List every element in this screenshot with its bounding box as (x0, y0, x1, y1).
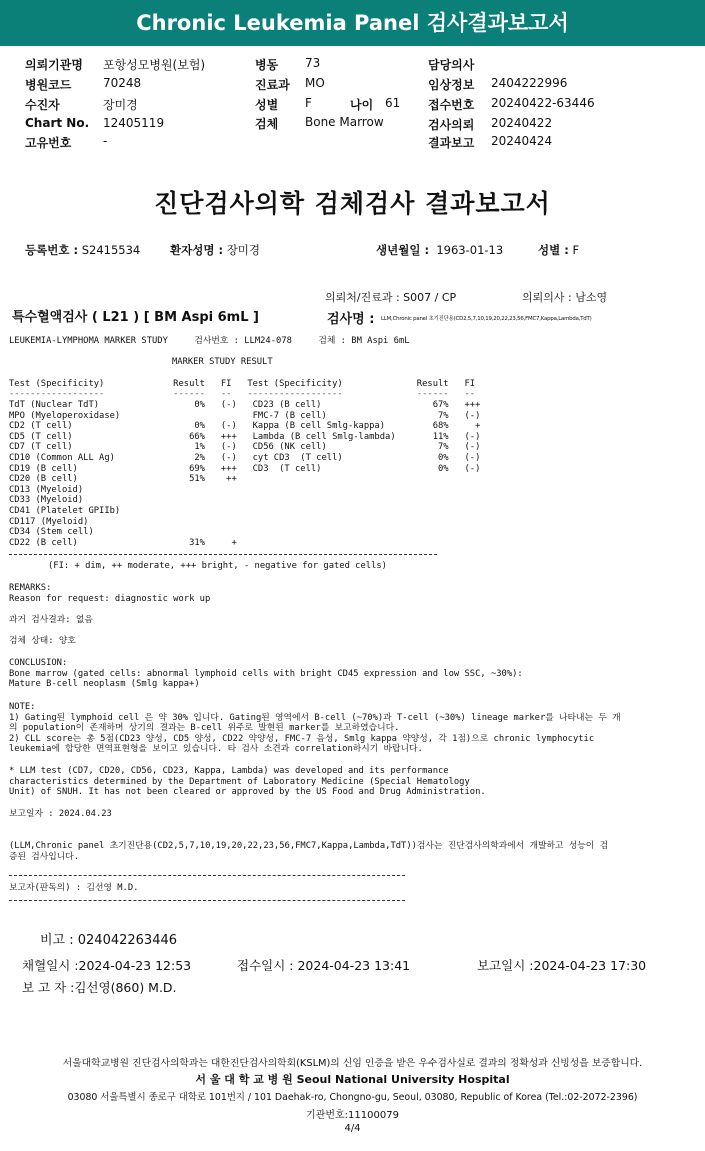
divider (9, 875, 405, 876)
marker-row: CD33 (Myeloid) (9, 495, 84, 506)
conclusion: CONCLUSION: Bone marrow (gated cells: abnormal lymphoid cells with bright CD45 expression and low SSC, ~30%): Mature B-cell neoplasm (Smlg kappa+) (9, 658, 523, 690)
header-value: 포항성모병원(보험) (103, 58, 206, 72)
age-label: 나이 (350, 98, 374, 112)
note: NOTE: 1) Gating된 lymphoid cell 은 약 30% 입니다. Gating된 영역에서 B-cell (~70%)과 T-cell (~30%) lineage marker를 나타내는 두 개 의 population이 존재하며 상기의 결과는 B-cell 위주로 발현된 marker를 보고하였습니다. 2) CLL score는 총 5점(CD23 양성, CD5 양성, CD22 약양성, FMC-7 음성, Smlg kappa 약양성, 각 1점)으로 chronic lymphocytic leukemia에 합당한 면역표현형을 보이고 있습니다. 타 검사 소견과 correlation하시기 바랍니다. (9, 702, 621, 755)
header-label: 임상정보 (428, 78, 475, 92)
test-description: LLM,Chronic panel 초기진단용(CD2,5,7,10,19,20,22,23,56,FMC7,Kappa,Lambda,TdT) (381, 316, 592, 322)
marker-row: TdT (Nuclear TdT) 0% (-) CD23 (B cell) 67% +++ (9, 400, 481, 410)
header-label: 접수번호 (428, 98, 475, 112)
test-label: 검사명 : (327, 312, 375, 327)
marker-row: CD34 (Stem cell) (9, 527, 94, 538)
hospital-name: 서 울 대 학 교 병 원 Seoul National University Hospital (195, 1073, 510, 1086)
marker-row: CD2 (T cell) 0% (-) Kappa (B cell Smlg-kappa) 68% + (9, 421, 481, 432)
divider (9, 900, 405, 901)
past-result: 과거 검사결과: 없음 (9, 615, 93, 625)
marker-table (9, 400, 480, 548)
divider (9, 554, 437, 555)
marker-study-title: MARKER STUDY RESULT (172, 357, 273, 367)
header-label: 고유번호 (25, 136, 72, 150)
marker-row: CD41 (Platelet GPIIb) (9, 505, 121, 516)
header-value: 2404222996 (491, 76, 568, 90)
fi-note: (FI: + dim, ++ moderate, +++ bright, - negative for gated cells) (48, 561, 387, 571)
remark-id: 비고 : 024042263446 (40, 933, 178, 948)
header-value: 20240424 (491, 134, 553, 148)
institution-number: 기관번호:11100079 (306, 1110, 399, 1121)
header-label: 결과보고 (428, 136, 475, 150)
report-date: 보고일자 : 2024.04.23 (9, 809, 112, 819)
header-label: Chart No. (25, 116, 90, 130)
age-value: 61 (385, 96, 401, 110)
marker-row: CD20 (B cell) 51% ++ (9, 474, 237, 485)
dept-info: 의뢰처/진료과 : S007 / CP (325, 291, 457, 304)
header-label: 검체 (255, 117, 279, 131)
test-name: 특수혈액검사 ( L21 ) [ BM Aspi 6mL ] (12, 310, 259, 325)
header-label: 담당의사 (428, 58, 475, 72)
header-label: 검사의뢰 (428, 118, 475, 132)
marker-row: CD13 (Myeloid) (9, 484, 84, 495)
patient-value: 장미경 (226, 243, 261, 257)
marker-column-header: Test (Specificity) Result FI Test (Specificity) Result FI (9, 379, 476, 389)
header-value: 73 (305, 56, 321, 70)
reporter-line: 보고자(판독의) : 김선영 M.D. (9, 883, 139, 893)
remarks: REMARKS: Reason for request: diagnostic work up (9, 583, 211, 604)
page-number: 4/4 (344, 1123, 361, 1134)
header-value: - (103, 134, 108, 148)
marker-header-line: LEUKEMIA-LYMPHOMA MARKER STUDY 검사번호 : LLM24-078 검체 : BM Aspi 6mL (9, 336, 410, 346)
marker-row: MPO (Myeloperoxidase) FMC-7 (B cell) 7% (-) (9, 410, 481, 421)
report-time: 보고일시 :2024-04-23 17:30 (477, 958, 647, 973)
header-value: 12405119 (103, 116, 165, 130)
reg-label: 등록번호 : (25, 243, 79, 257)
marker-row: CD117 (Myeloid) (9, 516, 89, 527)
hospital-address: 03080 서울특별시 종로구 대학로 101번지 / 101 Daehak-ro, Chongno-gu, Seoul, 03080, Republic of Korea (Tel.:02-2072-2396) (67, 1092, 638, 1103)
header-label: 병동 (255, 58, 279, 72)
marker-row: CD22 (B cell) 31% + (9, 537, 237, 548)
dob-value: 1963-01-13 (436, 243, 504, 257)
header-label: 병원코드 (25, 78, 72, 92)
header-value: 20240422-63446 (491, 96, 595, 110)
marker-row: CD19 (B cell) 69% +++ CD3 (T cell) 0% (-) (9, 463, 481, 474)
llm-disclaimer: * LLM test (CD7, CD20, CD56, CD23, Kappa, Lambda) was developed and its performance characteristics determined by the Department of Laboratory Medicine (Special Hematology Unit) of SNUH. It has not been cleared or approved by the US Food and Drug Administration. (9, 766, 486, 798)
marker-row: CD5 (T cell) 66% +++ Lambda (B cell Smlg-lambda) 11% (-) (9, 431, 481, 442)
header-value: 70248 (103, 76, 142, 90)
reporter: 보 고 자 :김선영(860) M.D. (22, 980, 177, 995)
development-note: (LLM,Chronic panel 초기진단용(CD2,5,7,10,19,20,22,23,56,FMC7,Kappa,Lambda,TdT))검사는 진단검사의학과에서 개발하고 성능이 검 증된 검사입니다. (9, 841, 609, 862)
certification-text: 서울대학교병원 진단검사의학과는 대한진단검사의학회(KSLM)의 신임 인증을 받은 우수검사실로 결과의 정확성과 신빙성을 보증합니다. (62, 1058, 643, 1069)
header-label: 진료과 (255, 78, 290, 92)
header-value: MO (305, 76, 325, 90)
header-value: F (305, 96, 312, 110)
header-label: 의뢰기관명 (25, 58, 83, 72)
marker-column-underline: ------------------ ------ -- ------------------ ------ -- (9, 389, 476, 399)
header-value: Bone Marrow (305, 115, 384, 129)
patient-label: 환자성명 : (170, 243, 224, 257)
doctor-info: 의뢰의사 : 남소영 (522, 291, 608, 304)
report-banner-title: Chronic Leukemia Panel 검사결과보고서 (0, 0, 705, 46)
sex-value: F (572, 243, 580, 257)
header-label: 성별 (255, 98, 279, 112)
marker-row: CD10 (Common ALL Ag) 2% (-) cyt CD3 (T cell) 0% (-) (9, 452, 481, 463)
specimen-status: 검체 상태: 양호 (9, 636, 76, 646)
reg-value: S2415534 (81, 243, 141, 257)
header-value: 장미경 (103, 98, 138, 112)
header-label: 수진자 (25, 98, 60, 112)
header-value: 20240422 (491, 116, 553, 130)
report-title: 진단검사의학 검체검사 결과보고서 (154, 189, 551, 218)
dob-label: 생년월일 : (376, 243, 430, 257)
marker-row: CD7 (T cell) 1% (-) CD56 (NK cell) 7% (-) (9, 442, 481, 453)
receipt-time: 접수일시 : 2024-04-23 13:41 (237, 958, 411, 973)
collection-time: 채혈일시 :2024-04-23 12:53 (22, 958, 192, 973)
sex-label: 성별 : (538, 243, 569, 257)
